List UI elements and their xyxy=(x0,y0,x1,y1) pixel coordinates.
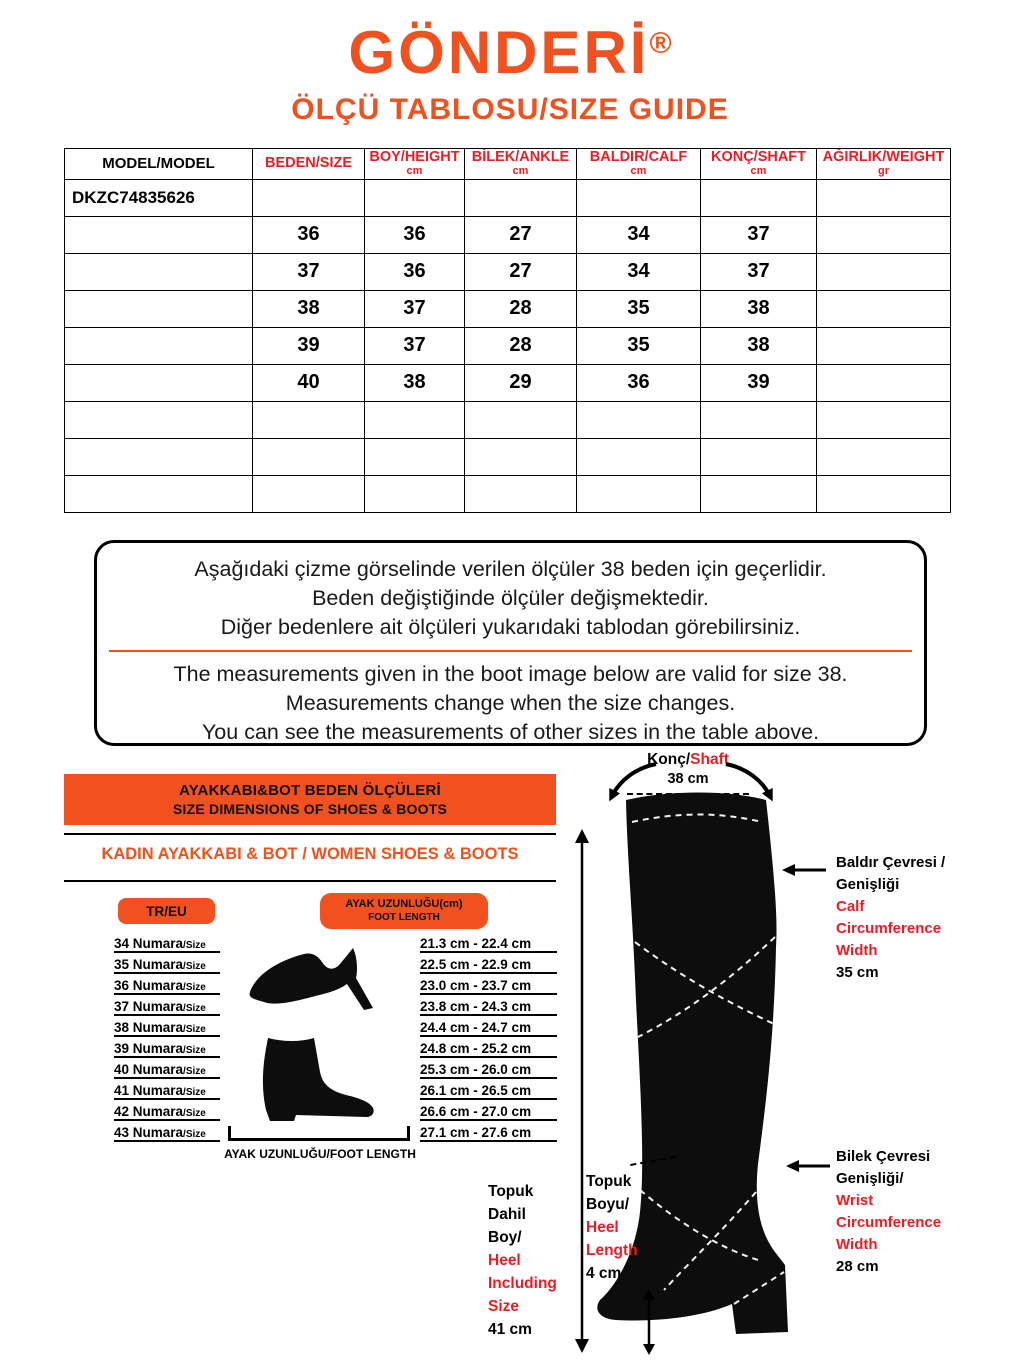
size-value-cell xyxy=(365,438,465,475)
model-cell xyxy=(65,364,253,401)
heel-annotation xyxy=(586,1170,638,1285)
foot-length-list xyxy=(420,937,557,1147)
model-cell xyxy=(65,253,253,290)
size-value-cell: 34 xyxy=(577,216,701,253)
size-value-cell: 36 xyxy=(365,253,465,290)
column-header: BEDEN/SIZE xyxy=(253,149,365,180)
annotation-line: Bilek Çevresi xyxy=(836,1148,931,1165)
foot-length-header-line-2: FOOT LENGTH xyxy=(368,912,440,923)
notice-divider-line xyxy=(109,650,912,652)
notice-line: Beden değiştiğinde ölçüler değişmektedir. xyxy=(312,586,709,610)
size-value-cell: 35 xyxy=(577,327,701,364)
size-value-cell xyxy=(817,364,951,401)
size-value-cell: 35 xyxy=(577,290,701,327)
size-value-cell: 37 xyxy=(701,253,817,290)
divider-line xyxy=(64,833,556,835)
model-cell: DKZC74835626 xyxy=(65,179,253,216)
size-value-cell: 28 xyxy=(465,327,577,364)
total-height-annotation xyxy=(488,1180,557,1341)
section-banner xyxy=(64,774,556,825)
foot-length-item: 24.8 cm - 25.2 cm xyxy=(420,1042,557,1058)
size-value-cell xyxy=(577,179,701,216)
notice-line: Aşağıdaki çizme görselinde verilen ölçüler 38 beden için geçerlidir. xyxy=(194,557,827,581)
model-cell xyxy=(65,216,253,253)
size-table-row xyxy=(65,327,951,364)
banner-line-2: SIZE DIMENSIONS OF SHOES & BOOTS xyxy=(173,800,447,817)
annotation-line: Genişliği/ xyxy=(836,1170,904,1187)
annotation-line: Including xyxy=(488,1275,557,1292)
size-table-row xyxy=(65,475,951,512)
size-value-cell xyxy=(577,438,701,475)
brand-name: GÖNDERİ xyxy=(348,19,650,86)
foot-length-item: 23.8 cm - 24.3 cm xyxy=(420,1000,557,1016)
size-value-cell: 36 xyxy=(365,216,465,253)
annotation-line: 4 cm xyxy=(586,1265,622,1282)
column-header: AĞIRLIK/WEIGHT gr xyxy=(817,149,951,180)
shaft-value: 38 cm xyxy=(667,771,709,787)
size-item: 38 Numara/Size xyxy=(114,1021,220,1037)
size-item: 34 Numara/Size xyxy=(114,937,220,953)
size-value-cell xyxy=(577,475,701,512)
foot-length-item: 26.6 cm - 27.0 cm xyxy=(420,1105,557,1121)
annotation-line: Boy/ xyxy=(488,1229,522,1246)
size-value-cell xyxy=(701,179,817,216)
size-item: 42 Numara/Size xyxy=(114,1105,220,1121)
annotation-line: Width xyxy=(836,1236,878,1253)
calf-annotation xyxy=(836,852,945,984)
size-value-cell xyxy=(465,401,577,438)
model-cell xyxy=(65,327,253,364)
size-value-cell xyxy=(465,475,577,512)
size-value-cell xyxy=(817,216,951,253)
calf-pointer-arrow-icon xyxy=(780,862,830,878)
size-item: 43 Numara/Size xyxy=(114,1126,220,1142)
annotation-line: Width xyxy=(836,942,878,959)
annotation-line: Length xyxy=(586,1242,638,1259)
size-value-cell xyxy=(817,327,951,364)
size-table-row xyxy=(65,401,951,438)
size-value-cell: 38 xyxy=(253,290,365,327)
size-value-cell xyxy=(701,438,817,475)
annotation-line: Heel xyxy=(586,1219,619,1236)
annotation-line: Dahil xyxy=(488,1206,526,1223)
size-value-cell: 37 xyxy=(701,216,817,253)
notice-box xyxy=(94,540,927,746)
model-cell xyxy=(65,438,253,475)
annotation-line: Genişliği xyxy=(836,876,900,893)
annotation-line: Topuk xyxy=(586,1173,632,1190)
size-value-cell: 27 xyxy=(465,253,577,290)
foot-length-item: 23.0 cm - 23.7 cm xyxy=(420,979,557,995)
size-table-row xyxy=(65,216,951,253)
notice-line: You can see the measurements of other sizes in the table above. xyxy=(201,720,820,744)
size-value-cell: 38 xyxy=(701,327,817,364)
foot-length-item: 22.5 cm - 22.9 cm xyxy=(420,958,557,974)
size-value-cell xyxy=(365,475,465,512)
size-item: 41 Numara/Size xyxy=(114,1084,220,1100)
foot-length-item: 27.1 cm - 27.6 cm xyxy=(420,1126,557,1142)
size-item: 39 Numara/Size xyxy=(114,1042,220,1058)
size-value-cell xyxy=(817,253,951,290)
heel-height-arrow-icon xyxy=(640,1288,658,1356)
size-value-cell xyxy=(365,179,465,216)
notice-english xyxy=(97,660,924,747)
annotation-line: Calf xyxy=(836,898,865,915)
size-table-body xyxy=(65,179,951,512)
annotation-line: Size xyxy=(488,1298,520,1315)
size-table-row xyxy=(65,364,951,401)
tr-eu-size-list xyxy=(114,937,220,1147)
ankle-pointer-arrow-icon xyxy=(784,1158,834,1174)
column-header: BİLEK/ANKLE cm xyxy=(465,149,577,180)
column-header: BOY/HEIGHT cm xyxy=(365,149,465,180)
size-item: 35 Numara/Size xyxy=(114,958,220,974)
size-value-cell: 38 xyxy=(701,290,817,327)
size-table-row xyxy=(65,253,951,290)
foot-length-item: 26.1 cm - 26.5 cm xyxy=(420,1084,557,1100)
size-table-header-row xyxy=(65,149,951,180)
column-header: KONÇ/SHAFT cm xyxy=(701,149,817,180)
model-cell xyxy=(65,401,253,438)
size-value-cell xyxy=(465,438,577,475)
foot-length-item: 21.3 cm - 22.4 cm xyxy=(420,937,557,953)
banner-line-1: AYAKKABI&BOT BEDEN ÖLÇÜLERİ xyxy=(179,781,441,799)
ankle-boot-illustration xyxy=(256,1032,382,1124)
size-value-cell: 29 xyxy=(465,364,577,401)
size-value-cell: 37 xyxy=(365,327,465,364)
size-value-cell: 37 xyxy=(253,253,365,290)
size-item: 40 Numara/Size xyxy=(114,1063,220,1079)
size-value-cell: 28 xyxy=(465,290,577,327)
model-cell xyxy=(65,290,253,327)
annotation-line: Baldır Çevresi / xyxy=(836,854,946,871)
size-value-cell: 38 xyxy=(365,364,465,401)
shaft-label-en: Shaft xyxy=(690,751,729,768)
notice-turkish xyxy=(97,555,924,642)
size-value-cell xyxy=(701,401,817,438)
foot-length-bracket-label: AYAK UZUNLUĞU/FOOT LENGTH xyxy=(224,1147,416,1161)
size-table-row xyxy=(65,290,951,327)
size-table xyxy=(64,148,951,513)
size-value-cell: 27 xyxy=(465,216,577,253)
annotation-line: Heel xyxy=(488,1252,521,1269)
foot-length-header xyxy=(320,893,488,929)
section-subtitle: KADIN AYAKKABI & BOT / WOMEN SHOES & BOOTS xyxy=(101,845,519,863)
tr-eu-header: TR/EU xyxy=(118,898,215,924)
size-value-cell xyxy=(817,179,951,216)
size-value-cell xyxy=(817,290,951,327)
size-value-cell xyxy=(253,438,365,475)
size-value-cell xyxy=(817,438,951,475)
model-cell xyxy=(65,475,253,512)
annotation-line: Wrist xyxy=(836,1192,874,1209)
size-value-cell xyxy=(817,401,951,438)
foot-length-item: 24.4 cm - 24.7 cm xyxy=(420,1021,557,1037)
size-value-cell xyxy=(817,475,951,512)
annotation-line: Boyu/ xyxy=(586,1196,630,1213)
high-heel-shoe-illustration xyxy=(246,928,398,1020)
size-value-cell xyxy=(365,401,465,438)
foot-length-header-line-1: AYAK UZUNLUĞU(cm) xyxy=(345,898,463,910)
size-value-cell xyxy=(253,475,365,512)
annotation-line: 28 cm xyxy=(836,1258,879,1275)
size-value-cell xyxy=(253,179,365,216)
size-item: 36 Numara/Size xyxy=(114,979,220,995)
registered-trademark-icon: ® xyxy=(649,27,672,60)
shaft-label-tr: Konç/ xyxy=(647,751,691,768)
column-header: MODEL/MODEL xyxy=(65,149,253,180)
size-value-cell: 39 xyxy=(253,327,365,364)
annotation-line: 35 cm xyxy=(836,964,879,981)
notice-line: The measurements given in the boot image below are valid for size 38. xyxy=(173,662,848,686)
notice-line: Measurements change when the size changes. xyxy=(285,691,736,715)
size-value-cell xyxy=(253,401,365,438)
brand-logo xyxy=(0,18,1020,87)
size-value-cell: 36 xyxy=(577,364,701,401)
size-value-cell: 36 xyxy=(253,216,365,253)
annotation-line: Topuk xyxy=(488,1183,534,1200)
notice-line: Diğer bedenlere ait ölçüleri yukarıdaki tablodan görebilirsiniz. xyxy=(220,615,801,639)
size-table-row xyxy=(65,179,951,216)
foot-length-bracket xyxy=(228,1126,410,1141)
size-value-cell: 39 xyxy=(701,364,817,401)
annotation-line: Circumference xyxy=(836,1214,942,1231)
size-value-cell xyxy=(577,401,701,438)
annotation-line: Circumference xyxy=(836,920,942,937)
annotation-line: 41 cm xyxy=(488,1321,532,1338)
size-item: 37 Numara/Size xyxy=(114,1000,220,1016)
size-value-cell: 37 xyxy=(365,290,465,327)
size-value-cell: 40 xyxy=(253,364,365,401)
size-value-cell xyxy=(465,179,577,216)
page-title: ÖLÇÜ TABLOSU/SIZE GUIDE xyxy=(291,93,729,126)
ankle-annotation xyxy=(836,1146,941,1278)
size-value-cell xyxy=(701,475,817,512)
column-header: BALDIR/CALF cm xyxy=(577,149,701,180)
size-value-cell: 34 xyxy=(577,253,701,290)
size-table-row xyxy=(65,438,951,475)
divider-line xyxy=(64,880,556,882)
foot-length-item: 25.3 cm - 26.0 cm xyxy=(420,1063,557,1079)
